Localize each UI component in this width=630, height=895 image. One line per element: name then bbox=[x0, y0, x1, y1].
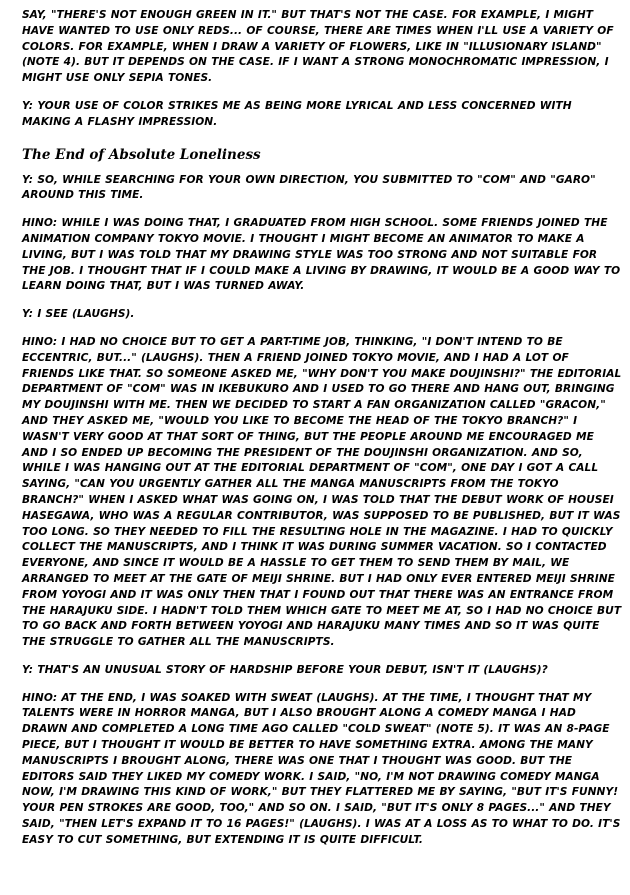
paragraph-com-garo: Y: SO, WHILE SEARCHING FOR YOUR OWN DIRECTION, YOU SUBMITTED TO "COM" AND "GARO" AROUND THIS TIME. bbox=[22, 173, 596, 202]
section-heading: The End of Absolute Loneliness bbox=[22, 146, 261, 163]
paragraph-cold-sweat: HINO: AT THE END, I WAS SOAKED WITH SWEAT (LAUGHS). AT THE TIME, I THOUGHT THAT MY TALENTS WERE IN HORROR MANGA, BUT I ALSO BROUGHT ALONG A COMEDY MANGA I HAD DRAWN AND COMPLETED A LONG TIME AGO CALLED "COLD SWEAT" (NOTE 5). IT WAS AN 8-PAGE PIECE, BUT I THOUGHT IT WOULD BE BETTER TO HAVE SOMETHING EXTRA. AMONG THE MANY MANUSCRIPTS I BROUGHT ALONG, THERE WAS ONE THAT I THOUGHT WAS GOOD. BUT THE EDITORS SAID THEY LIKED MY COMEDY WORK. I SAID, "NO, I'M NOT DRAWING COMEDY MANGA NOW, I'M DRAWING THIS KIND OF WORK," BUT THEY FLATTERED ME BY SAYING, "BUT IT'S FUNNY! YOUR PEN STROKES ARE GOOD, TOO," AND SO ON. I SAID, "BUT IT'S ONLY 8 PAGES..." AND THEY SAID, "THEN LET'S EXPAND IT TO 16 PAGES!" (LAUGHS). I WAS AT A LOSS AS TO WHAT TO DO. IT'S EASY TO CUT SOMETHING, BUT EXTENDING IT IS QUITE DIFFICULT. bbox=[22, 691, 621, 846]
paragraph-tokyo-movie: HINO: WHILE I WAS DOING THAT, I GRADUATED FROM HIGH SCHOOL. SOME FRIENDS JOINED THE ANIMATION COMPANY TOKYO MOVIE. I THOUGHT I MIGHT BECOME AN ANIMATOR TO MAKE A LIVING, BUT I WAS TOLD THAT MY DRAWING STYLE WAS TOO STRONG AND NOT SUITABLE FOR THE JOB. I THOUGHT THAT IF I COULD MAKE A LIVING BY DRAWING, IT WOULD BE A GOOD WAY TO LEARN DOING THAT, BUT I WAS TURNED AWAY. bbox=[22, 217, 621, 293]
paragraph-doujinshi-story: HINO: I HAD NO CHOICE BUT TO GET A PART-TIME JOB, THINKING, "I DON'T INTEND TO BE ECCENTRIC, BUT..." (LAUGHS). THEN A FRIEND JOINED TOKYO MOVIE, AND I HAD A LOT OF FRIENDS LIKE THAT. SO SOMEONE ASKED ME, "WHY DON'T YOU MAKE DOUJINSHI?" THE EDITORIAL DEPARTMENT OF "COM" WAS IN IKEBUKURO AND I USED TO GO THERE AND HANG OUT, BRINGING MY DOUJINSHI WITH ME. THEN WE DECIDED TO START A FAN ORGANIZATION CALLED "GRACON," AND THEY ASKED ME, "WOULD YOU LIKE TO BECOME THE HEAD OF THE TOKYO BRANCH?" I WASN'T VERY GOOD AT THAT SORT OF THING, BUT THE PEOPLE AROUND ME ENCOURAGED ME AND I SO ENDED UP BECOMING THE PRESIDENT OF THE DOUJINSHI ORGANIZATION. AND SO, WHILE I WAS HANGING OUT AT THE EDITORIAL DEPARTMENT OF "COM", ONE DAY I GOT A CALL SAYING, "CAN YOU URGENTLY GATHER ALL THE MANGA MANUSCRIPTS FROM THE TOKYO BRANCH?" WHEN I ASKED WHAT WAS GOING ON, I WAS TOLD THAT THE DEBUT WORK OF HOUSEI HASEGAWA, WHO WAS A REGULAR CONTRIBUTOR, WAS SUPPOSED TO BE PUBLISHED, BUT IT WAS TOO LONG. SO THEY NEEDED TO FILL THE RESULTING HOLE IN THE MAGAZINE. I HAD TO QUICKLY COLLECT THE MANUSCRIPTS, AND I THINK IT WAS DURING SUMMER VACATION. SO I CONTACTED EVERYONE, AND SINCE IT WOULD BE A HASSLE TO GET THEM TO SEND THEM BY MAIL, WE ARRANGED TO MEET AT THE GATE OF MEIJI SHRINE. BUT I HAD ONLY EVER ENTERED MEIJI SHRINE FROM YOYOGI AND IT WAS ONLY THEN THAT I FOUND OUT THAT THERE WAS AN ENTRANCE FROM THE HARAJUKU SIDE. I HADN'T TOLD THEM WHICH GATE TO MEET ME AT, SO I HAD NO CHOICE BUT TO GO BACK AND FORTH BETWEEN YOYOGI AND HARAJUKU MANY TIMES AND SO IT WAS QUITE THE STRUGGLE TO GATHER ALL THE MANUSCRIPTS. bbox=[22, 335, 622, 649]
paragraph-color-choices: SAY, "THERE'S NOT ENOUGH GREEN IN IT." BUT THAT'S NOT THE CASE. FOR EXAMPLE, I MIGHT HAVE WANTED TO USE ONLY REDS... OF COURSE, THERE ARE TIMES WHEN I'LL USE A VARIETY OF COLORS. FOR EXAMPLE, WHEN I DRAW A VARIETY OF FLOWERS, LIKE IN "ILLUSIONARY ISLAND" (NOTE 4). BUT IT DEPENDS ON THE CASE. IF I WANT A STRONG MONOCHROMATIC IMPRESSION, I MIGHT USE ONLY SEPIA TONES. bbox=[22, 9, 614, 85]
paragraph-lyrical-color: Y: YOUR USE OF COLOR STRIKES ME AS BEING MORE LYRICAL AND LESS CONCERNED WITH MAKING A FLASHY IMPRESSION. bbox=[22, 99, 572, 128]
paragraph-hardship: Y: THAT'S AN UNUSUAL STORY OF HARDSHIP BEFORE YOUR DEBUT, ISN'T IT (LAUGHS)? bbox=[22, 663, 548, 676]
paragraph-i-see: Y: I SEE (LAUGHS). bbox=[22, 308, 135, 321]
